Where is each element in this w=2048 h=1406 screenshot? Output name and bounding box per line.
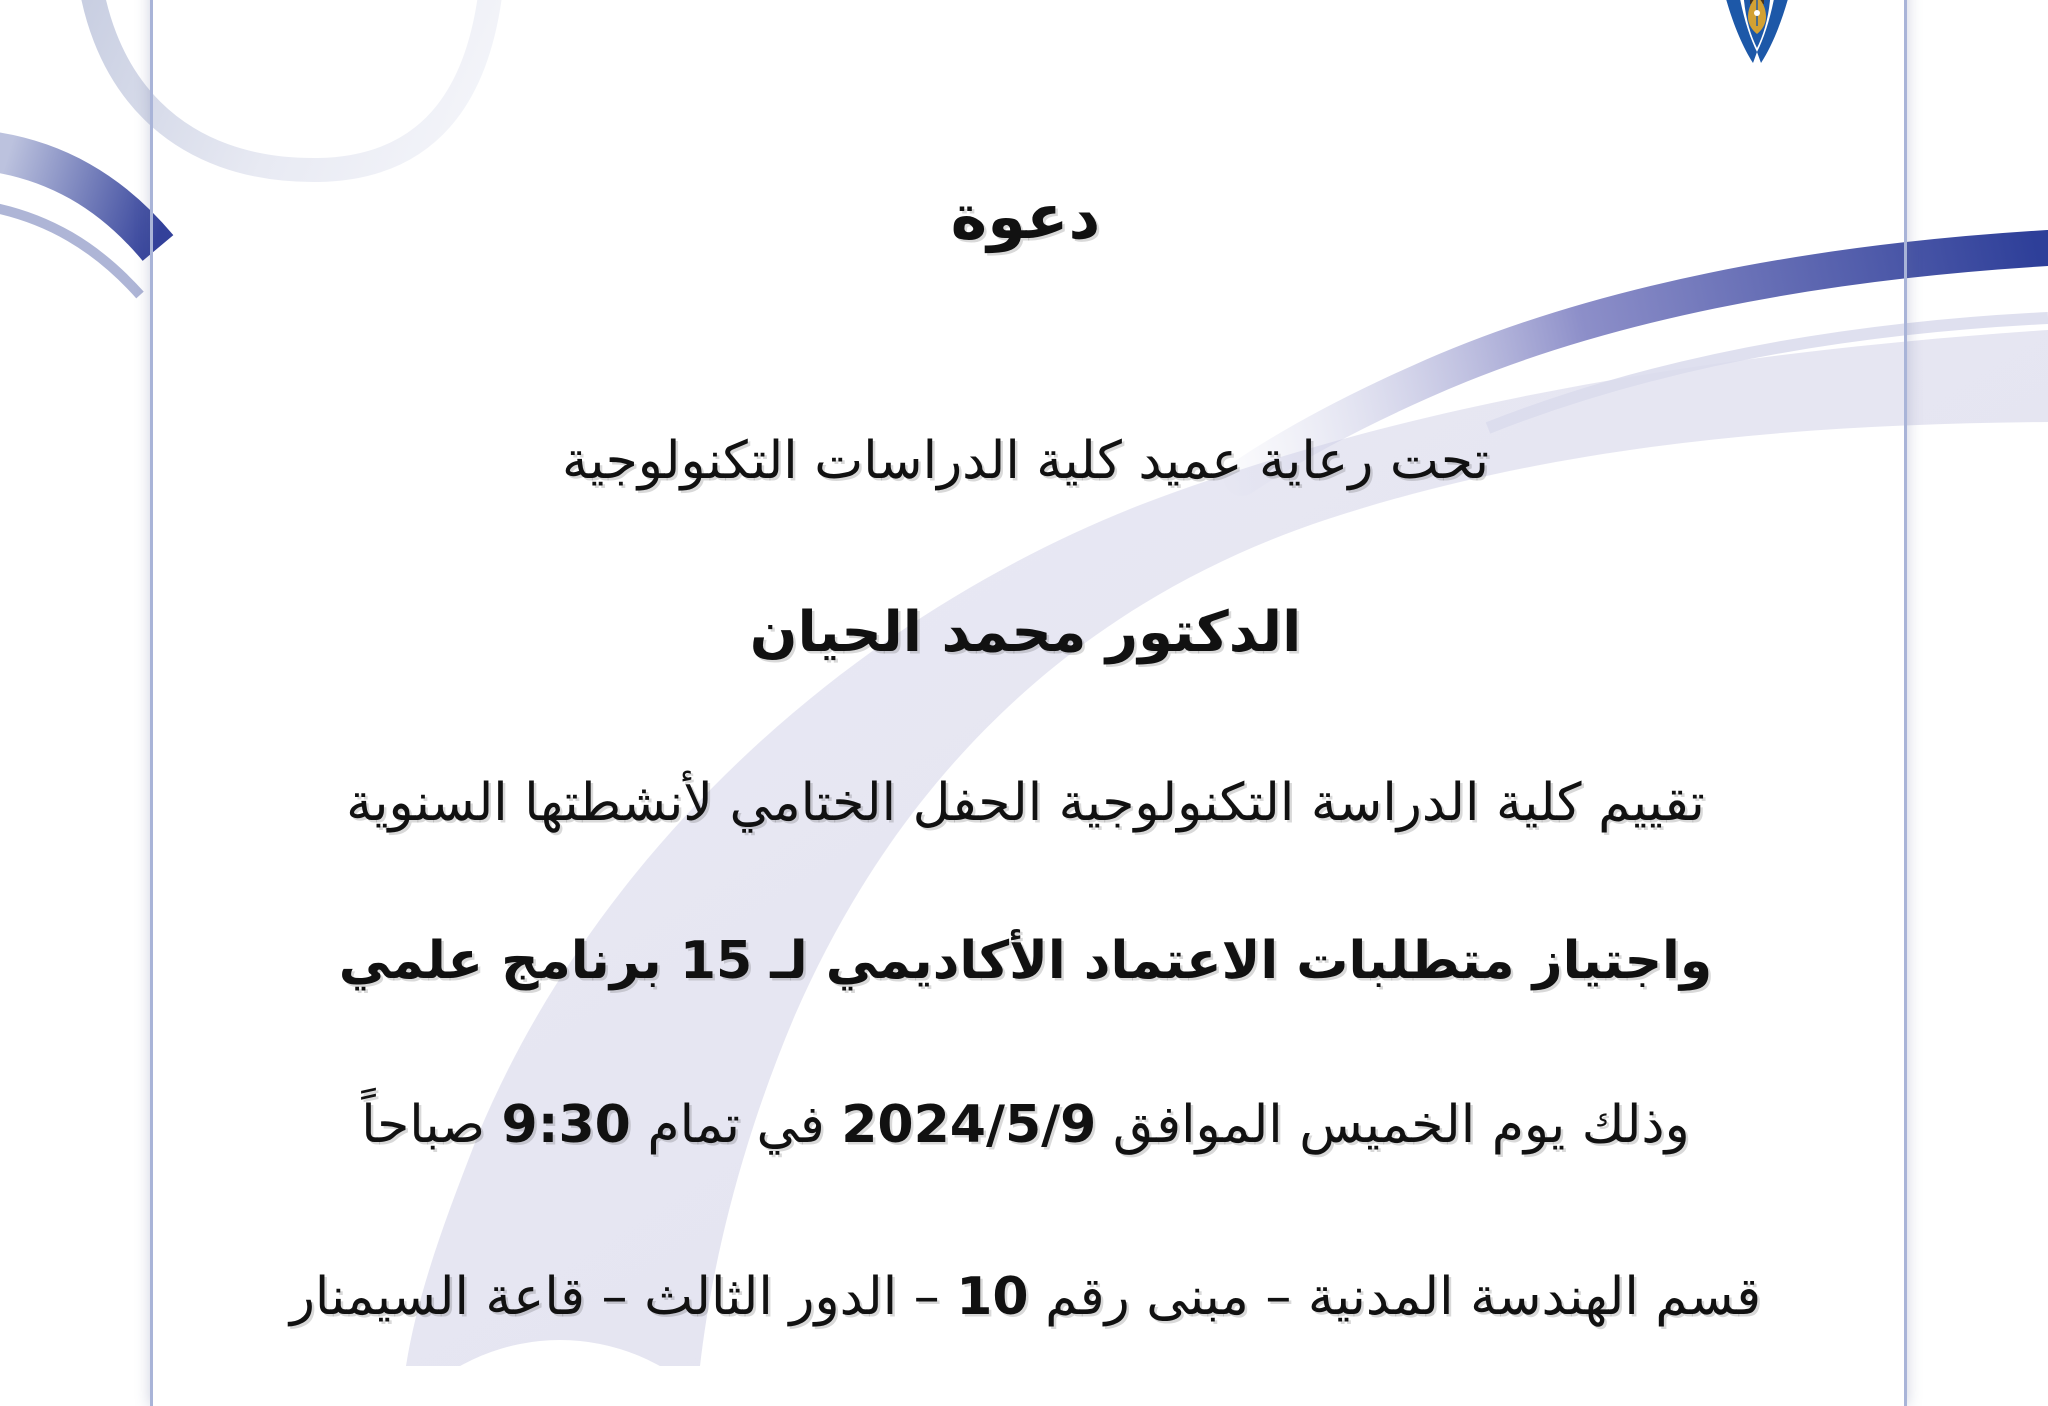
datetime-prefix: وذلك يوم الخميس الموافق bbox=[1096, 1095, 1690, 1155]
accreditation-line: واجتياز متطلبات الاعتماد الأكاديمي لـ 15 برنامج علمي bbox=[338, 931, 1713, 991]
patronage-line: تحت رعاية عميد كلية الدراسات التكنولوجية bbox=[562, 431, 1489, 491]
datetime-suffix: صباحاً bbox=[361, 1095, 502, 1155]
location-line bbox=[150, 1260, 1901, 1335]
patron-name: الدكتور محمد الحيان bbox=[749, 600, 1302, 665]
location-prefix: قسم الهندسة المدنية – مبنى رقم bbox=[1028, 1267, 1762, 1327]
event-date: 2024/5/9 bbox=[841, 1095, 1097, 1155]
event-time: 9:30 bbox=[501, 1095, 631, 1155]
emblem-icon bbox=[1695, 0, 1820, 67]
location-suffix: – الدور الثالث – قاعة السيمنار bbox=[289, 1267, 957, 1327]
building-number: 10 bbox=[956, 1267, 1029, 1327]
college-emblem-logo bbox=[1695, 0, 1820, 67]
datetime-line bbox=[150, 1088, 1901, 1163]
left-ribbon bbox=[0, 150, 158, 248]
invitation-title: دعوة bbox=[950, 180, 1101, 253]
event-description-line: تقييم كلية الدراسة التكنولوجية الحفل الختامي لأنشطتها السنوية bbox=[346, 773, 1705, 833]
datetime-middle: في تمام bbox=[630, 1095, 842, 1155]
